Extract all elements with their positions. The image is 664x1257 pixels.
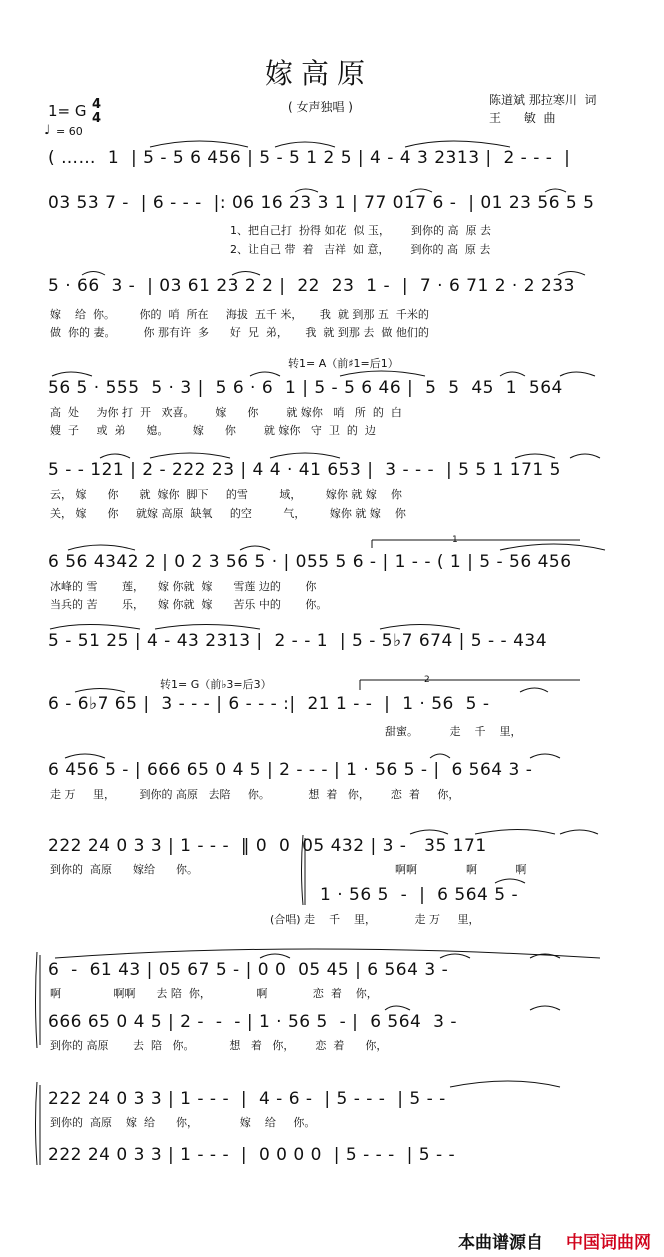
lyrics-line: 啊 啊啊 去 陪 你， 啊 恋 着 你，: [50, 987, 378, 1000]
lyrics-line: 2、让自己 带 着 吉祥 如 意， 到你的 高 原 去: [230, 243, 491, 256]
notation-row-9: 6 456 5 - | 666 65 0 4 5 | 2 - - - | 1 · 56 5 - | 6 564 3 -: [48, 760, 533, 780]
notation-row-4: 56 5 · 555 5 · 3 | 5 6 · 6 1 | 5 - 5 6 46 | 5 5 45 1 564: [48, 378, 563, 398]
subtitle: ( 女声独唱 ): [288, 100, 353, 114]
lyrics-line: 到你的 高原 去 陪 你。 想 着 你， 恋 着 你，: [50, 1039, 388, 1052]
notation-row-5: 5 - - 121 | 2 - 222 23 | 4 4 · 41 653 | 3 - - - | 5 5 1 171 5: [48, 460, 561, 480]
modulation-marking: 转1= G（前♭3=后3）: [160, 678, 272, 691]
notation-row-7: 5 - 51 25 | 4 - 43 2313 | 2 - - 1 | 5 - 5♭7 674 | 5 - - 434: [48, 631, 548, 651]
lyrics-line: 走 万 里， 到你的 高原 去陪 你。 想 着 你， 恋 着 你，: [50, 788, 460, 801]
notation-row-12: 222 24 0 3 3 | 1 - - - | 4 - 6 - | 5 - - - | 5 - -: [48, 1089, 446, 1109]
lyrics-line: 做 你的 妻。 你 那有许 多 好 兄 弟， 我 就 到那 去 做 他们的: [50, 326, 429, 339]
notation-row-1: ( …… 1 | 5 - 5 6 456 | 5 - 5 1 2 5 | 4 - 4 3 2313 | 2 - - - |: [48, 148, 571, 168]
notation-row-11b: 666 65 0 4 5 | 2 - - - | 1 · 56 5 - | 6 564 3 -: [48, 1012, 458, 1032]
tempo-marking: = 60: [56, 125, 83, 138]
lyrics-line: 关， 嫁 你 就嫁 高原 缺氧 的空 气， 嫁你 就 嫁 你: [50, 507, 406, 520]
modulation-marking: 转1= A（前♯1=后1）: [288, 357, 399, 370]
lyrics-line: 1、把自己打 扮得 如花 似 玉， 到你的 高 原 去: [230, 224, 491, 237]
notation-row-11: 6 - 61 43 | 05 67 5 - | 0 0 05 45 | 6 564 3 -: [48, 960, 449, 980]
lyrics-line: 云， 嫁 你 就 嫁你 脚下 的雪 域， 嫁你 就 嫁 你: [50, 488, 402, 501]
notation-row-3: 5 · 66 3 - | 03 61 23 2 2 | 22 23 1 - | 7 · 6 71 2 · 2 233: [48, 276, 575, 296]
lyrics-line: 到你的 高原 嫁 给 你， 嫁 给 你。: [50, 1116, 316, 1129]
notation-row-6: 6 56 4342 2 | 0 2 3 56 5 · | 055 5 6 - | 1 - - ( 1 | 5 - 56 456: [48, 552, 572, 572]
lyrics-line: (合唱) 走 千 里， 走 万 里，: [270, 913, 480, 926]
footer-site-link[interactable]: 中国词曲网: [566, 1233, 651, 1253]
notation-row-10b: 1 · 56 5 - | 6 564 5 -: [320, 885, 519, 905]
footer-source: 本曲谱源自: [458, 1233, 543, 1253]
key-signature: 1= G: [48, 102, 87, 120]
lyrics-line: 啊啊 啊 啊: [395, 863, 527, 876]
lyrics-line: 高 处 为你 打 开 欢喜。 嫁 你 就 嫁你 哨 所 的 白: [50, 406, 402, 419]
lyrics-line: 冰峰的 雪 莲， 嫁 你就 嫁 雪莲 边的 你: [50, 580, 317, 593]
note-icon: ♩: [44, 123, 51, 138]
composer: 王 敏 曲: [489, 111, 556, 125]
lyrics-line: 甜蜜。 走 千 里，: [385, 725, 522, 738]
lyrics-line: 当兵的 苦 乐， 嫁 你就 嫁 苦乐 中的 你。: [50, 598, 328, 611]
lyrics-line: 到你的 高原 嫁给 你。: [50, 863, 198, 876]
lyrics-line: 嫂 子 或 弟 媳。 嫁 你 就 嫁你 守 卫 的 边: [50, 424, 376, 437]
notation-row-12b: 222 24 0 3 3 | 1 - - - | 0 0 0 0 | 5 - - - | 5 - -: [48, 1145, 456, 1165]
page-title: 嫁高原: [265, 57, 374, 90]
lyricist: 陈道斌 那拉寒川 词: [489, 93, 597, 107]
notation-row-10: 222 24 0 3 3 | 1 - - - ‖ 0 0 05 432 | 3 - 35 171: [48, 836, 487, 856]
volta-label: 2: [424, 675, 430, 685]
notation-row-2: 03 53 7 - | 6 - - - |: 06 16 23 3 1 | 77 017 6 - | 01 23 56 5 5: [48, 193, 595, 213]
time-signature-top: 4: [92, 97, 102, 112]
volta-label: 1: [452, 535, 458, 545]
notation-row-8: 6 - 6♭7 65 | 3 - - - | 6 - - - :| 21 1 - - | 1 · 56 5 -: [48, 694, 490, 714]
lyrics-line: 嫁 给 你。 你的 哨 所在 海拔 五千 米， 我 就 到那 五 千米的: [50, 308, 429, 321]
time-signature-bottom: 4: [92, 111, 102, 126]
